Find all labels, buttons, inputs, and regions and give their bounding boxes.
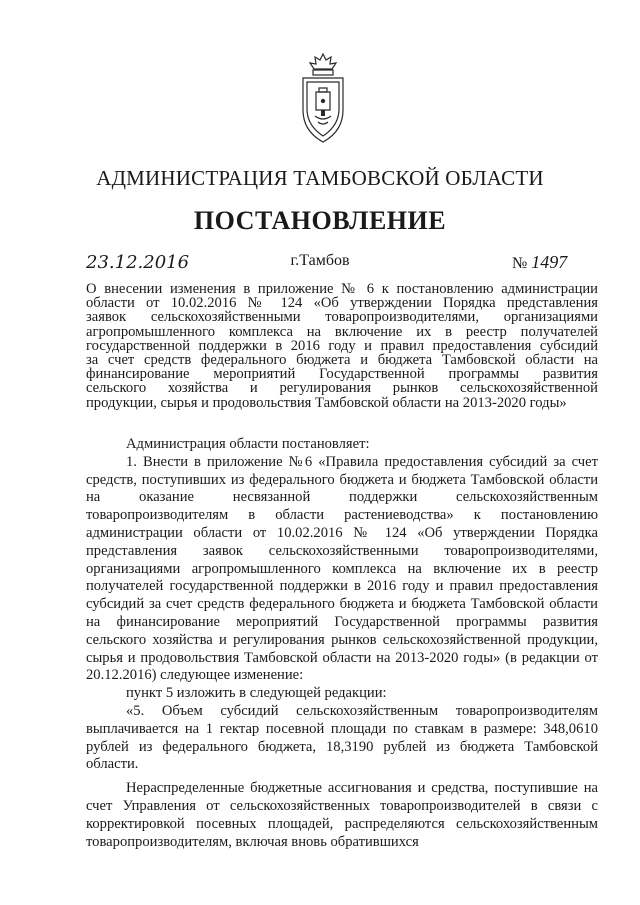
document-subject: [86, 282, 598, 410]
subject-line: заявок сельскохозяйственными товаропроизводителями, организациями: [86, 309, 598, 326]
document-city: г.Тамбов: [290, 252, 350, 269]
number-label: №: [512, 255, 528, 272]
document-number: [512, 252, 567, 273]
subject-line: за счет средств федерального бюджета и бюджета Тамбовской области на: [86, 352, 598, 369]
organization-title: АДМИНИСТРАЦИЯ ТАМБОВСКОЙ ОБЛАСТИ: [96, 166, 544, 190]
paragraph-2: Нераспределенные бюджетные ассигнования и средства, поступившие на счет Управления от сельскохозяйственных товаропроизводителей в связи с корректировкой посевных площадей, распределяются сельскохозяйственным товаропроизводителям, включая вновь обратившихся: [86, 780, 598, 850]
quoted-clause-paragraph: «5. Объем субсидий сельскохозяйственным товаропроизводителям выплачивается на 1 гектар посевной площади по ставкам в размере: 348,0610 рублей из федерального бюджета, 18,3190 рублей из бюджета Тамбовской области.: [86, 702, 598, 773]
document-body: [86, 436, 598, 851]
subject-line: сельского хозяйства и регулирования рынков сельскохозяйственной: [86, 380, 598, 397]
number-value: 1497: [531, 252, 568, 272]
subject-line: О внесении изменения в приложение № 6 к постановлению администрации: [86, 281, 598, 297]
document-type-title: ПОСТАНОВЛЕНИЕ: [193, 206, 447, 235]
subject-line: финансирование мероприятий Государственной программы развития: [86, 366, 598, 383]
subject-line: продукции, сырья и продовольствия Тамбовской области на 2013-2020 годы»: [86, 394, 567, 411]
document-date: 23.12.2016: [86, 252, 190, 273]
coat-of-arms-icon: [298, 52, 348, 148]
intro-paragraph: Администрация области постановляет:: [126, 436, 370, 452]
subject-line: агропромышленного комплекса на включение их в реестр получателей: [86, 323, 598, 340]
subject-line: государственной поддержки в 2016 году и правил предоставления субсидий: [86, 337, 598, 354]
item-2-paragraph: пункт 5 изложить в следующей редакции:: [126, 685, 387, 702]
subject-line: области от 10.02.2016 № 124 «Об утверждении Порядка представления: [86, 295, 598, 312]
item-1-paragraph: 1. Внести в приложение №6 «Правила предоставления субсидий за счет средств, поступивших из федерального бюджета и бюджета Тамбовской области на оказание несвязанной поддержки сельскохозяйственным товаропроизводителям в области растениеводства» к постановлению администрации области от 10.02.2016 № 124 «Об утверждении Порядка представления заявок сельскохозяйственными товаропроизводителями, организациями агропромышленного комплекса на включение их в реестр получателей государственной поддержки в 2016 году и правил предоставления субсидий за счет средств федерального бюджета и бюджета Тамбовской области на финансирование мероприятий Государственной программы развития сельского хозяйства и регулирования рынков сельскохозяйственной продукции, сырья и продовольствия Тамбовской области на 2013-2020 годы» (в редакции от 20.12.2016) следующее изменение:: [86, 453, 598, 684]
